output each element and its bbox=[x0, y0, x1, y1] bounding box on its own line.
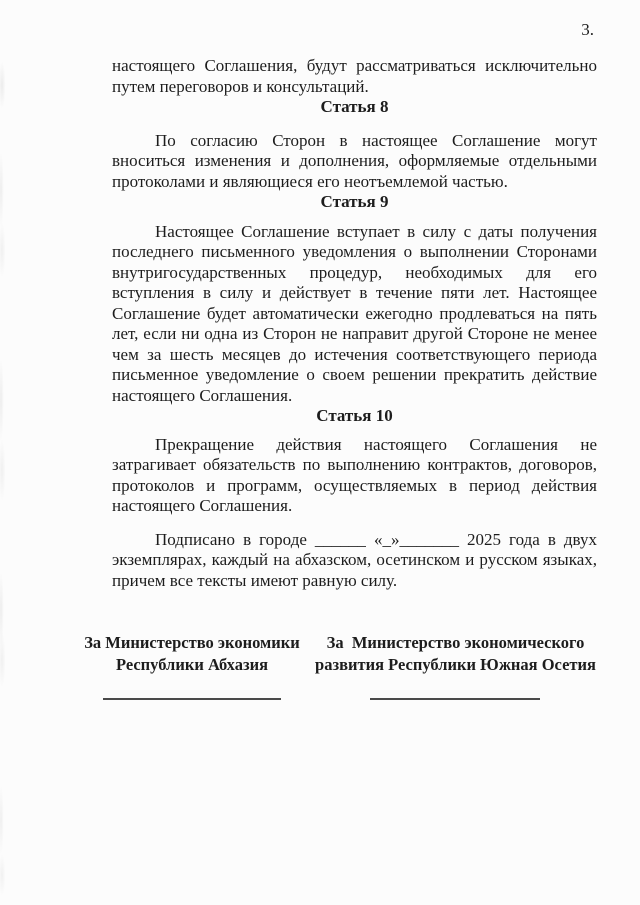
article-10-body: Прекращение действия настоящего Соглашения не затрагивает обязательств по выполнению контрактов, договоров, протоколов и программ, осуществляемых в период действия настоящего Соглашения. bbox=[112, 434, 597, 515]
signature-right-heading-line1: За Министерство экономического bbox=[326, 633, 585, 652]
signing-clause-paragraph: Подписано в городе ______ «_»_______ 2025 года в двух экземплярах, каждый на абхазском, осетинском и русском языках, причем все тексты имеют равную силу. bbox=[112, 529, 597, 590]
signature-right-column bbox=[314, 632, 597, 700]
scan-edge-artifact bbox=[0, 0, 10, 905]
signature-left-heading-line1: За Министерство экономики bbox=[84, 633, 300, 652]
signature-right-heading bbox=[314, 632, 597, 675]
signature-right-heading-line2: развития Республики Южная Осетия bbox=[315, 654, 596, 674]
signature-line-right bbox=[370, 698, 540, 700]
article-10-heading: Статья 10 bbox=[316, 406, 393, 425]
signature-line-left bbox=[103, 698, 281, 700]
page-number: 3. bbox=[581, 20, 594, 39]
article-8-heading: Статья 8 bbox=[320, 97, 389, 116]
article-9-body: Настоящее Соглашение вступает в силу с даты получения последнего письменного уведомления о выполнении Сторонами внутригосударственных процедур, необходимых для его вступления в силу и действует в течение пяти лет. Настоящее Соглашение будет автоматически ежегодно продлеваться на пять лет, если ни одна из Сторон не направит другой Стороне не менее чем за шесть месяцев до истечения соответствующего периода письменное уведомление о своем решении прекратить действие настоящего Соглашения. bbox=[112, 221, 597, 405]
article-9-heading: Статья 9 bbox=[320, 192, 389, 211]
signature-left-heading-line2: Республики Абхазия bbox=[115, 654, 269, 674]
signature-block bbox=[70, 632, 597, 700]
intro-paragraph: настоящего Соглашения, будут рассматриваться исключительно путем переговоров и консультаций. bbox=[112, 56, 597, 96]
article-8-body: По согласию Сторон в настоящее Соглашение могут вноситься изменения и дополнения, оформляемые отдельными протоколами и являющиеся его неотъемлемой частью. bbox=[112, 130, 597, 191]
signature-left-column bbox=[70, 632, 314, 700]
signature-left-heading bbox=[70, 632, 314, 675]
